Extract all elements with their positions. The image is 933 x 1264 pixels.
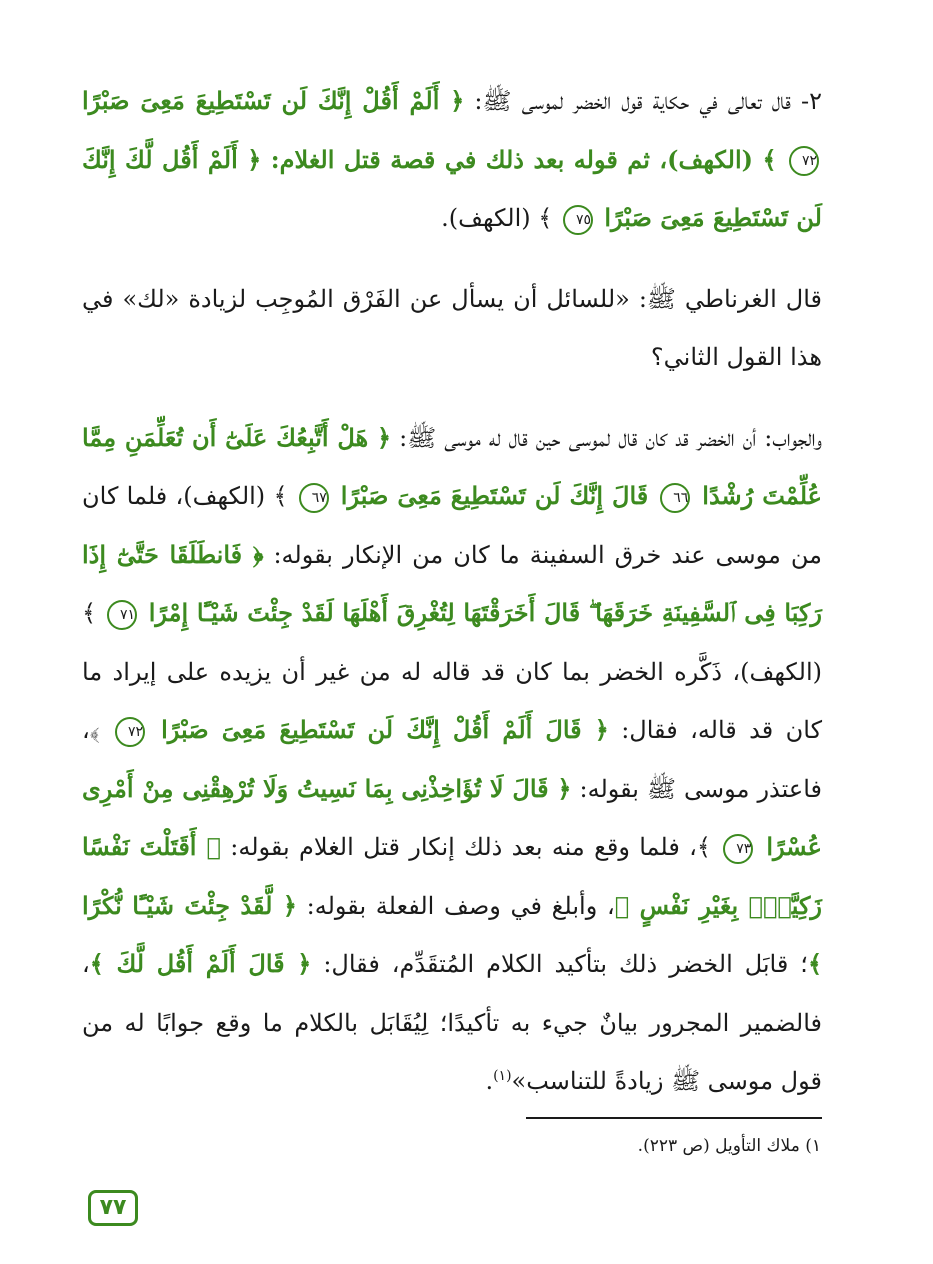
verse-number: ٧٢ xyxy=(789,146,819,176)
footnote-divider xyxy=(526,1117,822,1119)
verse-number: ٧٣ xyxy=(723,834,753,864)
quran-verse: ﴿ قَالَ لَا تُؤَاخِذْنِى بِمَا نَسِيتُ وَلَا تُرْهِقْنِى مِنْ أَمْرِى عُسْرًا xyxy=(82,773,822,861)
text: . xyxy=(485,1067,494,1095)
text: ﴾، فلما وقع منه بعد ذلك إنكار قتل الغلام بقوله: xyxy=(220,833,721,861)
text: ، وأبلغ في وصف الفعلة بقوله: xyxy=(296,891,615,920)
verse-number: ٧١ xyxy=(107,600,137,630)
quran-verse: ﴿ فَانطَلَقَا حَتَّىٰٓ إِذَا رَكِبَا فِى ٱلسَّفِينَةِ خَرَقَهَا ۖ قَالَ أَخَرَقْتَهَا لِتُغْرِقَ أَهْلَهَا لَقَدْ جِئْتَ شَيْـًٔا إِمْرًا xyxy=(82,539,822,627)
text: ، فالضمير المجرور بيانٌ جيء به تأكيدًا؛ لِيُقَابَل بالكلام ما وقع جوابًا له من قول موسى ﷺ زيادةً للتناسب» xyxy=(82,950,822,1095)
verse-number: ٧٢ xyxy=(115,717,145,747)
text: ﴾ (الكهف)، ثم قوله بعد ذلك في قصة قتل الغلام: xyxy=(261,144,786,174)
quran-verse: ﴿ قَالَ أَلَمْ أَقُل لَّكَ ﴾ xyxy=(89,949,312,978)
quran-verse: ﴿ هَلْ أَتَّبِعُكَ عَلَىٰٓ أَن تُعَلِّمَنِ مِمَّا عُلِّمْتَ رُشْدًا xyxy=(82,422,822,510)
quran-verse: ﴿ أَقَتَلْتَ نَفْسًا زَكِيَّةًۢ بِغَيْرِ نَفْسٍ ﴾ xyxy=(82,832,823,920)
footnote: ١) ملاك التأويل (ص ٢٢٣). xyxy=(637,1136,821,1156)
text: ٢- قال تعالى في حكاية قول الخضر لموسى ﷺ: xyxy=(464,87,822,115)
text: ؛ قابَل الخضر ذلك بتأكيد الكلام المُتقَدِّم، فقال: xyxy=(311,950,808,978)
paragraph-gharnati: قال الغرناطي ﷺ: «للسائل أن يسأل عن الفَرْق المُوجِب لزيادة «لك» في هذا القول الثاني؟ xyxy=(82,284,822,371)
paragraph-question xyxy=(82,72,822,248)
text: والجواب: أن الخضر قد كان قال لموسى حين قال له موسى ﷺ: xyxy=(391,423,822,452)
quran-verse: قَالَ إِنَّكَ لَن تَسْتَطِيعَ مَعِىَ صَبْرًا xyxy=(331,481,658,510)
text: ﴾ (الكهف). xyxy=(441,204,560,232)
text: ﴾ (الكهف)، فلما كان من موسى عند خرق السفينة ما كان من الإنكار بقوله: xyxy=(82,482,823,569)
page-number: ٧٧ xyxy=(88,1190,138,1226)
quran-verse: ﴿ قَالَ أَلَمْ أَقُلْ إِنَّكَ لَن تَسْتَطِيعَ مَعِىَ صَبْرًا xyxy=(148,715,609,744)
quran-verse: ﴿ لَّقَدْ جِئْتَ شَيْـًٔا نُّكْرًا ﴾ xyxy=(82,890,822,978)
text: ﴾ (الكهف)، ذَكَّره الخضر بما كان قد قاله له من غير أن يزيده على إيراد ما كان قد قاله، فقال: xyxy=(82,599,822,744)
verse-number: ٦٦ xyxy=(660,483,690,513)
page-body xyxy=(82,72,822,1133)
text: ﴾، فاعتذر موسى ﷺ بقوله: xyxy=(82,716,823,803)
quran-verse: ﴿ أَلَمْ أَقُلْ إِنَّكَ لَن تَسْتَطِيعَ مَعِىَ صَبْرًا xyxy=(82,86,465,115)
quran-verse: ﴿ أَلَمْ أَقُل لَّكَ إِنَّكَ لَن تَسْتَطِيعَ مَعِىَ صَبْرًا xyxy=(82,144,822,232)
paragraph-answer xyxy=(82,409,822,1111)
verse-number: ٦٧ xyxy=(299,483,329,513)
footnote-marker[interactable]: (١) xyxy=(493,1068,512,1084)
verse-number: ٧٥ xyxy=(563,205,593,235)
